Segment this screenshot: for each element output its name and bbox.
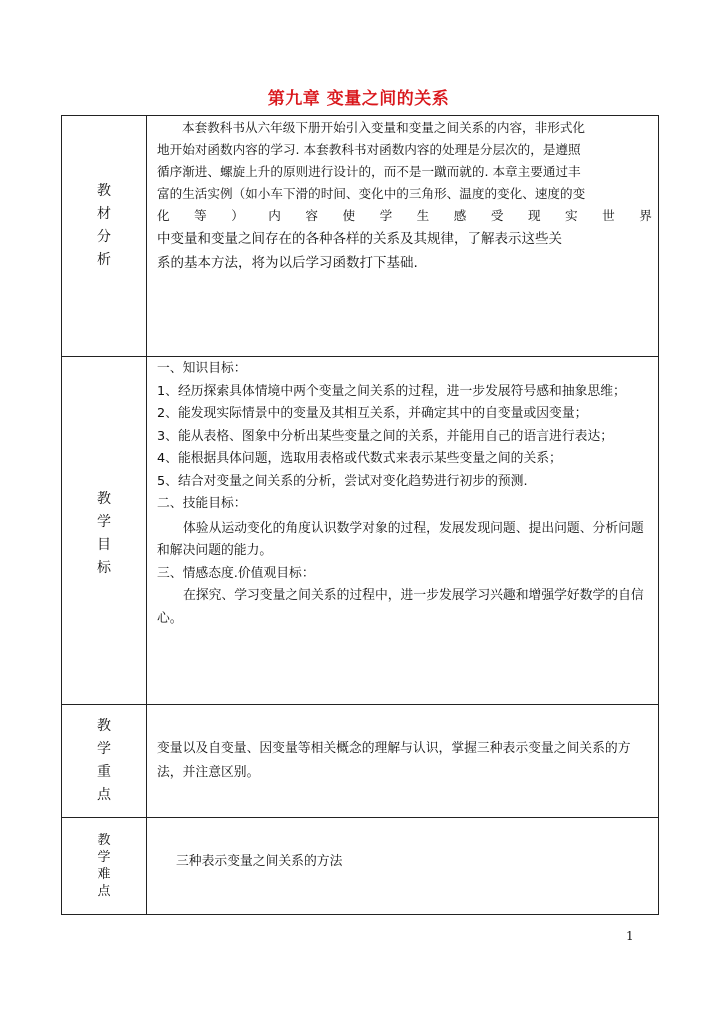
- content-cell-difficult: [147, 818, 659, 915]
- label-char: 教: [97, 718, 111, 734]
- row-teaching-key-points: [62, 705, 659, 818]
- difficult-points-body: 三种表示变量之间关系的方法: [176, 854, 343, 869]
- knowledge-goal-item: 3、能从表格、图象中分析出某些变量之间的关系，并能用自己的语言进行表达；: [157, 428, 614, 444]
- label-char: 重: [97, 764, 111, 780]
- emotion-goals-heading: 三、情感态度.价值观目标：: [157, 565, 315, 581]
- content-cell-key: [147, 705, 659, 818]
- row-teaching-goals: [62, 357, 659, 705]
- skill-goals-body: 体验从运动变化的角度认识数学对象的过程，发展发现问题、提出问题、分析问题和解决问题的能力。: [157, 520, 644, 558]
- analysis-line: 循序渐进、螺旋上升的原则进行设计的，而不是一蹴而就的. 本章主要通过丰: [157, 164, 581, 179]
- label-char: 学: [97, 741, 111, 757]
- label-char: 分: [97, 229, 111, 245]
- label-char: 学: [97, 850, 111, 865]
- knowledge-goal-item: 2、能发现实际情景中的变量及其相互关系，并确定其中的自变量或因变量；: [157, 406, 588, 421]
- analysis-line: 中变量和变量之间存在的各种各样的关系及其规律，了解表示这些关: [157, 231, 562, 247]
- chapter-title: 第九章 变量之间的关系: [267, 89, 450, 109]
- lesson-plan-table: [61, 115, 659, 915]
- label-char: 标: [97, 559, 111, 576]
- label-char: 析: [97, 252, 111, 268]
- knowledge-goal-item: 5、结合对变量之间关系的分析，尝试对变化趋势进行初步的预测.: [157, 473, 528, 489]
- skill-goals-heading: 二、技能目标：: [157, 496, 247, 511]
- label-char: 教: [97, 183, 111, 199]
- content-cell-analysis: [147, 116, 659, 357]
- key-points-body: 变量以及自变量、因变量等相关概念的理解与认识，掌握三种表示变量之间关系的方法，并注意区别。: [157, 741, 631, 780]
- knowledge-goal-item: 4、能根据具体问题，选取用表格或代数式来表示某些变量之间的关系；: [157, 451, 562, 466]
- row-textbook-analysis: [62, 116, 659, 357]
- label-char: 材: [97, 206, 111, 222]
- label-char: 教: [97, 833, 111, 848]
- row-teaching-difficulties: [62, 818, 659, 915]
- analysis-line: 本套教科书从六年级下册开始引入变量和变量之间关系的内容，非形式化: [182, 120, 585, 135]
- knowledge-goal-item: 1、经历探索具体情境中两个变量之间关系的过程，进一步发展符号感和抽象思维；: [157, 383, 626, 399]
- content-cell-goals: [147, 357, 659, 705]
- label-char: 目: [97, 536, 111, 553]
- label-char: 难: [97, 867, 111, 882]
- analysis-line: 富的生活实例（如小车下滑的时间、变化中的三角形、温度的变化、速度的变: [157, 186, 586, 201]
- analysis-spread-line: 化 等 ） 内 容 使 学 生 感 受 现 实 世 界: [157, 208, 652, 223]
- label-char: 点: [97, 787, 111, 803]
- label-cell-difficult: [62, 818, 147, 915]
- page-number: 1: [626, 929, 634, 943]
- label-char: 教: [97, 490, 111, 507]
- label-cell-key: [62, 705, 147, 818]
- emotion-goals-body: 在探究、学习变量之间关系的过程中，进一步发展学习兴趣和增强学好数学的自信心。: [157, 588, 644, 626]
- analysis-line: 系的基本方法，将为以后学习函数打下基础.: [157, 255, 418, 271]
- label-char: 点: [97, 884, 111, 899]
- analysis-line: 地开始对函数内容的学习. 本套教科书对函数内容的处理是分层次的，是遵照: [157, 142, 581, 157]
- label-char: 学: [97, 513, 111, 530]
- knowledge-goals-heading: 一、知识目标：: [157, 361, 247, 376]
- label-cell-goals: [62, 357, 147, 705]
- label-cell-analysis: [62, 116, 147, 357]
